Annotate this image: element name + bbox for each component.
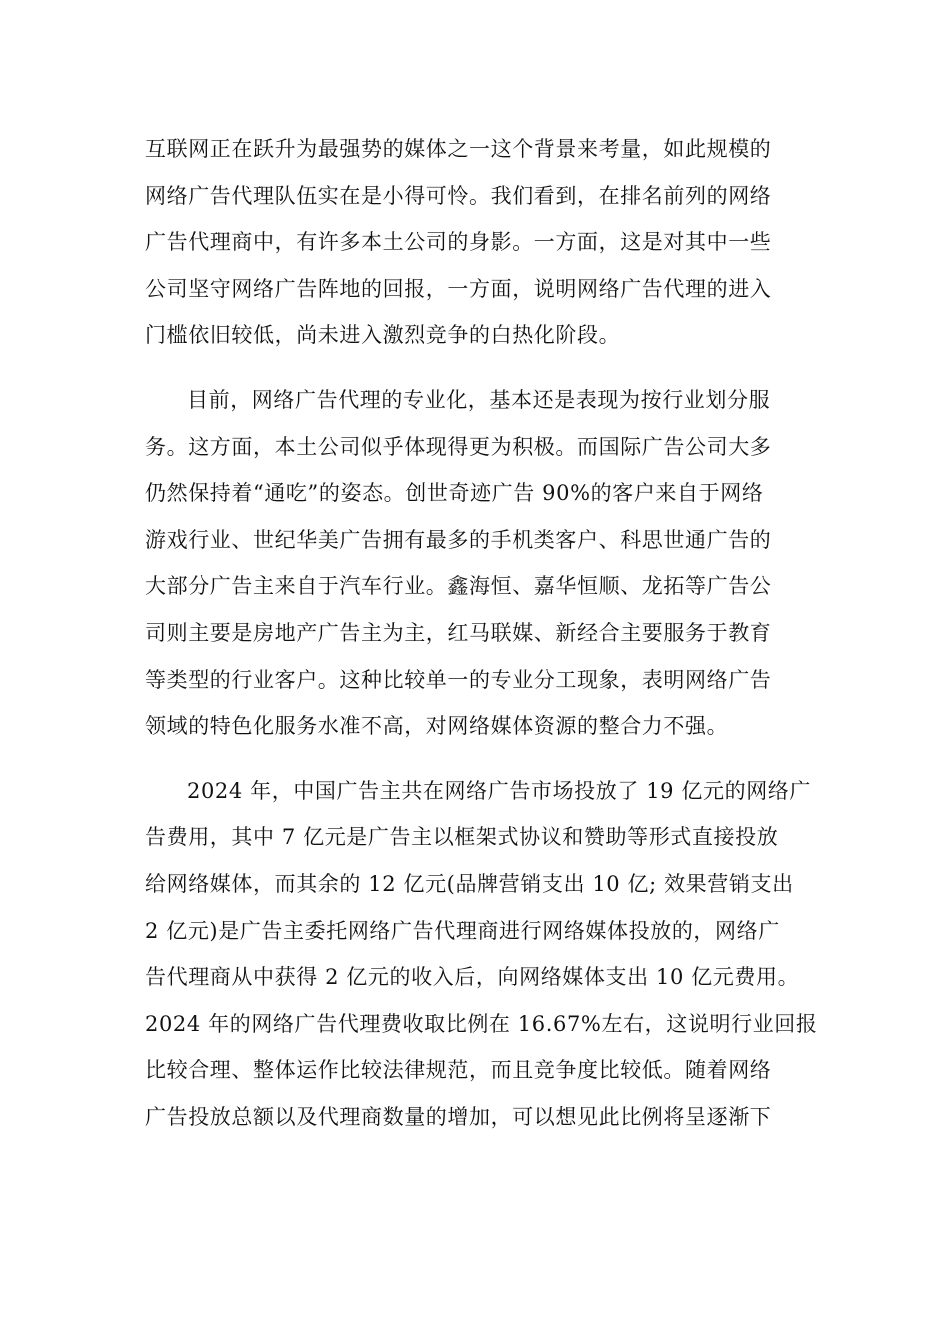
paragraph-2	[145, 377, 805, 750]
paragraph-gap	[145, 750, 805, 768]
text-line: 务。这方面，本土公司似乎体现得更为积极。而国际广告公司大多	[145, 434, 772, 459]
text-line: 门槛依旧较低，尚未进入激烈竞争的白热化阶段。	[145, 323, 621, 348]
text-line: 仍然保持着“通吃”的姿态。创世奇迹广告 90%的客户来自于网络	[145, 481, 764, 506]
text-line: 网络广告代理队伍实在是小得可怜。我们看到，在排名前列的网络	[145, 183, 772, 208]
text-line: 给网络媒体，而其余的 12 亿元(品牌营销支出 10 亿; 效果营销支出	[145, 871, 794, 896]
text-line: 2 亿元)是广告主委托网络广告代理商进行网络媒体投放的，网络广	[145, 918, 780, 943]
text-line: 广告投放总额以及代理商数量的增加，可以想见此比例将呈逐渐下	[145, 1104, 772, 1129]
text-line: 2024 年的网络广告代理费收取比例在 16.67%左右，这说明行业回报	[145, 1011, 818, 1036]
text-line: 等类型的行业客户。这种比较单一的专业分工现象，表明网络广告	[145, 667, 772, 692]
paragraph-1	[145, 126, 805, 359]
text-line: 告代理商从中获得 2 亿元的收入后，向网络媒体支出 10 亿元费用。	[145, 965, 800, 990]
text-line: 公司坚守网络广告阵地的回报，一方面，说明网络广告代理的进入	[145, 276, 772, 301]
paragraph-3	[145, 768, 818, 1141]
text-line: 司则主要是房地产广告主为主，红马联媒、新经合主要服务于教育	[145, 620, 772, 645]
text-line: 游戏行业、世纪华美广告拥有最多的手机类客户、科思世通广告的	[145, 527, 772, 552]
text-line: 比较合理、整体运作比较法律规范，而且竞争度比较低。随着网络	[145, 1058, 772, 1083]
document-body	[145, 126, 818, 1140]
paragraph-gap	[145, 359, 805, 377]
text-line: 告费用，其中 7 亿元是广告主以框架式协议和赞助等形式直接投放	[145, 825, 779, 850]
text-line: 2024 年，中国广告主共在网络广告市场投放了 19 亿元的网络广	[187, 778, 811, 803]
text-line: 大部分广告主来自于汽车行业。鑫海恒、嘉华恒顺、龙拓等广告公	[145, 574, 772, 599]
text-line: 目前，网络广告代理的专业化，基本还是表现为按行业划分服	[187, 387, 771, 412]
text-line: 领域的特色化服务水准不高，对网络媒体资源的整合力不强。	[145, 714, 729, 739]
text-line: 广告代理商中，有许多本土公司的身影。一方面，这是对其中一些	[145, 230, 772, 255]
text-line: 互联网正在跃升为最强势的媒体之一这个背景来考量，如此规模的	[145, 137, 772, 161]
